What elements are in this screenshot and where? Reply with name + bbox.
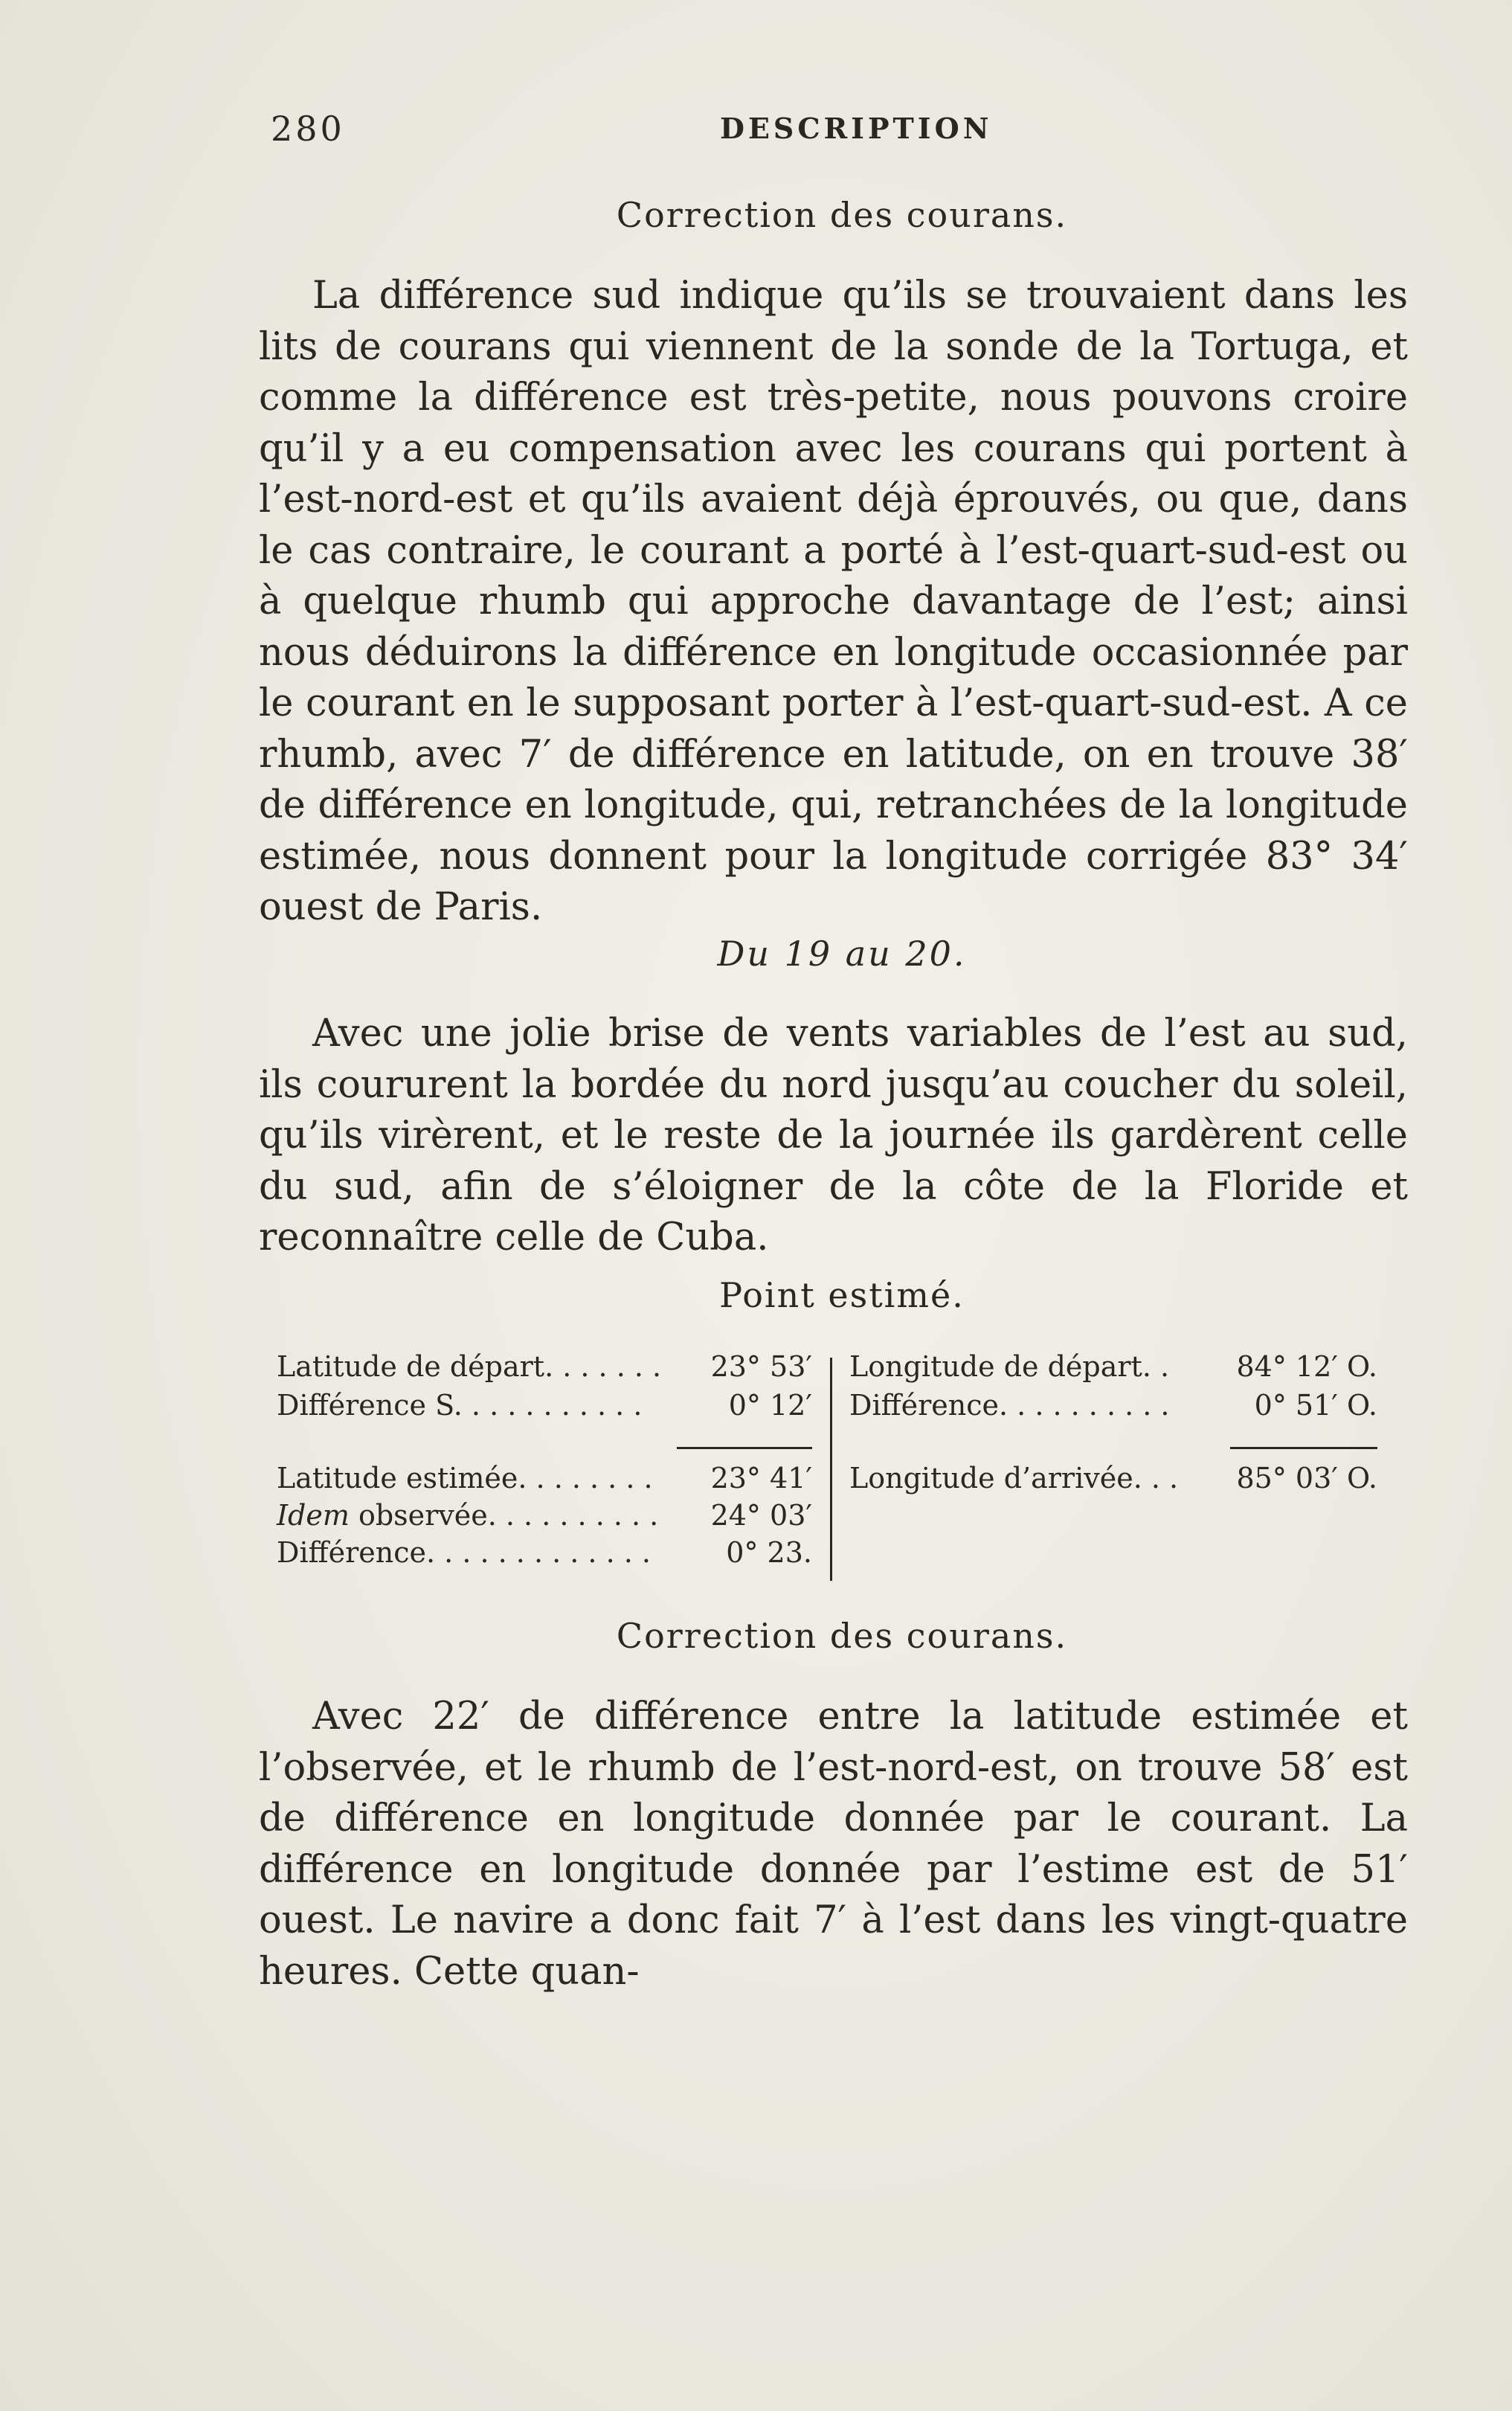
- row-value: 24° 03′: [710, 1499, 812, 1532]
- paragraph-correction-2: [259, 1692, 1408, 1997]
- paragraph-text: Avec 22′ de différence entre la latitude estimée et l’observée, et le rhumb de l’est-nord-est, on trouve 58′ est de différence en longitude donnée par le courant. La différence en longitude donnée par l’estime est de 51′ ouest. Le navire a donc fait 7′ à l’est dans les vingt-quatre heures. Cette quan-: [259, 1695, 1408, 1994]
- row-label: Latitude de départ. . . . . . .: [277, 1350, 662, 1383]
- paragraph-text: Avec une jolie brise de vents variables de l’est au sud, ils coururent la bordée du nord jusqu’au coucher du soleil, qu’ils virèrent, et le reste de la journée ils gardèrent celle du sud, afin de s’éloigner de la côte de la Floride et reconnaître celle de Cuba.: [259, 1012, 1408, 1259]
- table-divider-vertical: [830, 1358, 832, 1581]
- row-value: 0° 51′ O.: [1254, 1389, 1377, 1422]
- section-heading-date: Du 19 au 20.: [717, 934, 967, 974]
- sum-rule: [1230, 1447, 1377, 1449]
- section-heading-point-estime: Point estimé.: [719, 1275, 965, 1315]
- row-label: Longitude d’arrivée. . .: [849, 1462, 1179, 1495]
- row-value: 84° 12′ O.: [1236, 1350, 1377, 1383]
- row-value: 85° 03′ O.: [1236, 1462, 1377, 1495]
- page-number: 280: [271, 109, 345, 149]
- point-estime-table: [277, 1350, 1392, 1581]
- paragraph-correction-1: [259, 271, 1408, 934]
- page-header: [262, 109, 1229, 153]
- row-label: Différence. . . . . . . . . .: [849, 1389, 1170, 1422]
- section-heading-correction-1: Correction des courans.: [616, 195, 1068, 235]
- sum-rule: [677, 1447, 812, 1449]
- row-label-rest: observée. . . . . . . . . .: [349, 1499, 659, 1532]
- row-label: [277, 1499, 658, 1532]
- row-label: Longitude de départ. .: [849, 1350, 1170, 1383]
- row-value: 23° 41′: [710, 1462, 812, 1495]
- row-value: 0° 12′: [728, 1389, 812, 1422]
- running-title: DESCRIPTION: [720, 112, 993, 145]
- row-value: 0° 23.: [726, 1536, 812, 1569]
- row-label: Latitude estimée. . . . . . . .: [277, 1462, 653, 1495]
- row-value: 23° 53′: [710, 1350, 812, 1383]
- row-label: Différence. . . . . . . . . . . . .: [277, 1536, 651, 1569]
- paragraph-text: La différence sud indique qu’ils se trouvaient dans les lits de courans qui viennent de la sonde de la Tortuga, et comme la différence est très-petite, nous pouvons croire qu’il y a eu compensation avec les courans qui portent à l’est-nord-est et qu’ils avaient déjà éprouvés, ou que, dans le cas contraire, le courant a porté à l’est-quart-sud-est ou à quelque rhumb qui approche davantage de l’est; ainsi nous déduirons la différence en longitude occasionnée par le courant en le supposant porter à l’est-quart-sud-est. A ce rhumb, avec 7′ de différence en latitude, on en trouve 38′ de différence en longitude, qui, retranchées de la longitude estimée, nous donnent pour la longitude corrigée 83° 34′ ouest de Paris.: [259, 274, 1408, 929]
- row-label-italic: Idem: [277, 1499, 350, 1532]
- section-heading-correction-2: Correction des courans.: [616, 1616, 1068, 1656]
- paragraph-voyage: [259, 1009, 1408, 1264]
- row-label: Différence S. . . . . . . . . . .: [277, 1389, 643, 1422]
